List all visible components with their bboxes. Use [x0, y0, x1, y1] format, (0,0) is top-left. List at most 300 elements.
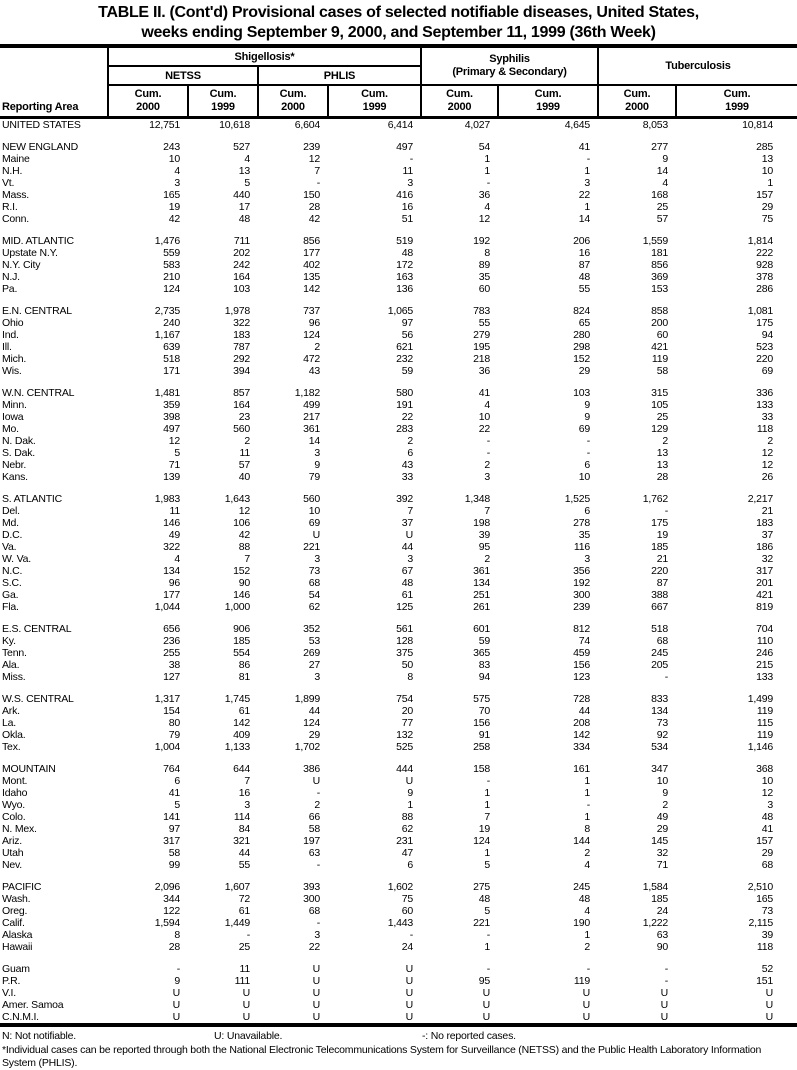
value-cell: 88	[401, 811, 414, 823]
value-cell: 68	[308, 905, 320, 917]
value-cell: 152	[573, 353, 591, 365]
value-cell: 1,222	[642, 917, 669, 929]
spacer-cell	[0, 871, 797, 881]
value-cell: 9	[584, 399, 591, 411]
value-cell: 368	[756, 763, 774, 775]
value-cell: 472	[303, 353, 320, 365]
value-cell: 152	[233, 565, 250, 577]
value-cell: 133	[756, 671, 774, 683]
value-cell: 62	[401, 823, 414, 835]
value-cell: 41	[478, 387, 491, 399]
value-cell: 704	[756, 623, 774, 635]
section-spacer	[0, 953, 797, 963]
value-cell: 164	[233, 399, 250, 411]
value-cell: 5	[484, 905, 491, 917]
reporting-area-cell: Ala.	[2, 659, 20, 671]
value-cell: 2	[314, 341, 320, 353]
value-cell: 1	[484, 847, 491, 859]
value-cell: 91	[478, 729, 491, 741]
table-row	[0, 305, 797, 317]
value-cell: 185	[651, 541, 669, 553]
value-cell: -	[409, 929, 414, 941]
reporting-area-cell: W.S. CENTRAL	[2, 693, 74, 705]
value-cell: 52	[761, 963, 774, 975]
value-cell: 103	[233, 283, 250, 295]
value-cell: 236	[163, 635, 180, 647]
value-cell: 1,745	[224, 693, 250, 705]
table-row	[0, 659, 797, 671]
value-cell: 12	[761, 787, 774, 799]
value-cell: -	[246, 929, 250, 941]
value-cell: 1	[484, 941, 491, 953]
value-cell: 56	[401, 329, 414, 341]
value-cell: 132	[396, 729, 414, 741]
value-cell: 667	[651, 601, 669, 613]
legend-not-notifiable: N: Not notifiable.	[2, 1030, 77, 1042]
value-cell: 202	[233, 247, 250, 259]
table-row	[0, 517, 797, 529]
table-row	[0, 635, 797, 647]
value-cell: 68	[308, 577, 320, 589]
value-cell: 5	[174, 447, 180, 459]
table-row	[0, 647, 797, 659]
value-cell: 279	[473, 329, 491, 341]
value-cell: 1,978	[224, 305, 250, 317]
value-cell: 2	[484, 459, 491, 471]
col-header-tb-1999: Cum. 1999	[676, 85, 797, 118]
spacer-cell	[0, 613, 797, 623]
value-cell: 75	[401, 893, 414, 905]
value-cell: 139	[163, 471, 180, 483]
value-cell: 386	[303, 763, 320, 775]
value-cell: 2	[584, 847, 591, 859]
value-cell: 361	[473, 565, 491, 577]
value-cell: 240	[163, 317, 180, 329]
value-cell: 6	[174, 775, 180, 787]
value-cell: 525	[396, 741, 414, 753]
value-cell: -	[316, 859, 320, 871]
value-cell: 10	[761, 165, 774, 177]
value-cell: 124	[473, 835, 491, 847]
value-cell: 3	[484, 471, 491, 483]
reporting-area-cell: D.C.	[2, 529, 23, 541]
value-cell: 497	[163, 423, 180, 435]
value-cell: 118	[756, 941, 774, 953]
value-cell: U	[482, 1011, 491, 1023]
value-cell: 1,000	[224, 601, 250, 613]
value-cell: 4	[584, 905, 591, 917]
value-cell: 175	[756, 317, 774, 329]
value-cell: 221	[473, 917, 491, 929]
value-cell: 283	[396, 423, 414, 435]
table-row	[0, 787, 797, 799]
table-body	[0, 118, 797, 1026]
value-cell: 19	[478, 823, 491, 835]
reporting-area-cell: Ga.	[2, 589, 19, 601]
value-cell: 2,735	[154, 305, 180, 317]
value-cell: 48	[578, 271, 591, 283]
table-row	[0, 189, 797, 201]
value-cell: 163	[396, 271, 414, 283]
reporting-area-cell: Minn.	[2, 399, 27, 411]
value-cell: 421	[651, 341, 669, 353]
reporting-area-cell: MOUNTAIN	[2, 763, 56, 775]
value-cell: 239	[573, 601, 591, 613]
value-cell: 1	[484, 787, 491, 799]
reporting-area-cell: NEW ENGLAND	[2, 141, 78, 153]
reporting-area-cell: Hawaii	[2, 941, 33, 953]
value-cell: U	[405, 1011, 414, 1023]
value-cell: 151	[756, 975, 774, 987]
value-cell: 28	[656, 471, 669, 483]
value-cell: 656	[163, 623, 180, 635]
value-cell: 14	[308, 435, 320, 447]
reporting-area-cell: Wis.	[2, 365, 22, 377]
value-cell: 142	[303, 283, 320, 295]
value-cell: 145	[651, 835, 669, 847]
col-header-phlis-1999: Cum. 1999	[328, 85, 421, 118]
value-cell: 95	[478, 975, 491, 987]
value-cell: 1,443	[387, 917, 414, 929]
value-cell: 928	[756, 259, 774, 271]
reporting-area-cell: Idaho	[2, 787, 28, 799]
value-cell: 50	[401, 659, 414, 671]
reporting-area-cell: Iowa	[2, 411, 24, 423]
value-cell: 150	[303, 189, 320, 201]
value-cell: 55	[238, 859, 250, 871]
table-row	[0, 917, 797, 929]
value-cell: 84	[238, 823, 250, 835]
table-row	[0, 775, 797, 787]
value-cell: 518	[163, 353, 180, 365]
value-cell: 322	[163, 541, 180, 553]
table-row	[0, 471, 797, 483]
value-cell: 97	[401, 317, 414, 329]
value-cell: 133	[756, 399, 774, 411]
value-cell: 11	[239, 963, 250, 975]
reporting-area-cell: P.R.	[2, 975, 21, 987]
reporting-area-cell: Conn.	[2, 213, 30, 225]
value-cell: 99	[168, 859, 180, 871]
table-row	[0, 823, 797, 835]
reporting-area-cell: Fla.	[2, 601, 19, 613]
reporting-area-cell: Va.	[2, 541, 17, 553]
value-cell: 79	[168, 729, 180, 741]
value-cell: 43	[308, 365, 320, 377]
value-cell: 201	[756, 577, 774, 589]
value-cell: 205	[651, 659, 669, 671]
value-cell: 3	[407, 553, 414, 565]
value-cell: 243	[163, 141, 180, 153]
value-cell: 1,602	[387, 881, 414, 893]
value-cell: 29	[761, 201, 774, 213]
reporting-area-cell: N.C.	[2, 565, 23, 577]
value-cell: U	[172, 987, 180, 999]
value-cell: 28	[308, 201, 320, 213]
value-cell: -	[486, 775, 491, 787]
value-cell: 6,604	[294, 119, 320, 131]
table-row	[0, 141, 797, 153]
value-cell: 1,348	[464, 493, 491, 505]
value-cell: 711	[233, 235, 250, 247]
value-cell: 67	[401, 565, 414, 577]
section-spacer	[0, 483, 797, 493]
value-cell: 165	[163, 189, 180, 201]
value-cell: 119	[573, 975, 591, 987]
value-cell: 10	[578, 471, 591, 483]
value-cell: 365	[473, 647, 491, 659]
value-cell: 60	[656, 329, 669, 341]
value-cell: 7	[314, 165, 320, 177]
value-cell: 48	[238, 213, 250, 225]
value-cell: 4,645	[564, 119, 591, 131]
table-row	[0, 763, 797, 775]
value-cell: 61	[401, 589, 414, 601]
value-cell: 123	[573, 671, 591, 683]
value-cell: 156	[573, 659, 591, 671]
reporting-area-cell: Utah	[2, 847, 24, 859]
value-cell: 164	[233, 271, 250, 283]
value-cell: 3	[407, 177, 414, 189]
value-cell: 8	[484, 247, 491, 259]
value-cell: 554	[233, 647, 250, 659]
value-cell: 9	[662, 153, 669, 165]
value-cell: 22	[308, 941, 320, 953]
table-row	[0, 283, 797, 295]
reporting-area-cell: Mich.	[2, 353, 27, 365]
value-cell: 8	[174, 929, 180, 941]
value-cell: 10	[761, 775, 774, 787]
value-cell: 186	[756, 541, 774, 553]
table-row	[0, 975, 797, 987]
value-cell: 89	[478, 259, 491, 271]
value-cell: 7	[484, 811, 491, 823]
value-cell: 1,594	[154, 917, 180, 929]
reporting-area-cell: W.N. CENTRAL	[2, 387, 75, 399]
value-cell: 157	[756, 835, 774, 847]
value-cell: 3	[314, 447, 320, 459]
value-cell: 191	[396, 399, 414, 411]
value-cell: 2	[407, 435, 414, 447]
value-cell: 48	[401, 247, 414, 259]
value-cell: 334	[573, 741, 591, 753]
value-cell: 7	[484, 505, 491, 517]
value-cell: 90	[238, 577, 250, 589]
value-cell: 1,081	[747, 305, 774, 317]
value-cell: 3	[244, 799, 250, 811]
reporting-area-cell: Amer. Samoa	[2, 999, 64, 1011]
table-row	[0, 565, 797, 577]
value-cell: 1	[484, 165, 491, 177]
table-row	[0, 235, 797, 247]
value-cell: 158	[473, 763, 491, 775]
value-cell: 601	[473, 623, 491, 635]
value-cell: 906	[233, 623, 250, 635]
table-row	[0, 153, 797, 165]
value-cell: 146	[233, 589, 250, 601]
value-cell: 416	[396, 189, 414, 201]
group-header-tuberculosis: Tuberculosis	[598, 46, 797, 85]
value-cell: 6	[407, 447, 414, 459]
table-row	[0, 671, 797, 683]
value-cell: 21	[761, 505, 774, 517]
value-cell: 134	[163, 565, 180, 577]
value-cell: 71	[656, 859, 669, 871]
value-cell: 523	[756, 341, 774, 353]
value-cell: 183	[756, 517, 774, 529]
value-cell: 63	[656, 929, 669, 941]
value-cell: 4	[584, 859, 591, 871]
value-cell: 421	[756, 589, 774, 601]
value-cell: 13	[761, 153, 774, 165]
table-row	[0, 729, 797, 741]
value-cell: 165	[756, 893, 774, 905]
value-cell: 41	[168, 787, 180, 799]
value-cell: U	[405, 775, 414, 787]
syphilis-label-line-1: Syphilis	[489, 53, 530, 65]
value-cell: 583	[163, 259, 180, 271]
value-cell: 497	[396, 141, 414, 153]
value-cell: 42	[238, 529, 250, 541]
value-cell: 2,510	[747, 881, 774, 893]
value-cell: 1,702	[294, 741, 320, 753]
table-row	[0, 411, 797, 423]
value-cell: 43	[401, 459, 414, 471]
page-title	[0, 0, 797, 43]
value-cell: 19	[168, 201, 180, 213]
title-line-2: weeks ending September 9, 2000, and September 11, 1999 (36th Week)	[141, 24, 656, 41]
value-cell: 812	[573, 623, 591, 635]
reporting-area-cell: Ohio	[2, 317, 24, 329]
value-cell: 1	[584, 201, 591, 213]
value-cell: 444	[396, 763, 414, 775]
value-cell: 361	[303, 423, 320, 435]
value-cell: 12	[238, 505, 250, 517]
value-cell: 42	[168, 213, 180, 225]
value-cell: 40	[238, 471, 250, 483]
table-row	[0, 881, 797, 893]
value-cell: U	[312, 999, 320, 1011]
value-cell: 96	[308, 317, 320, 329]
value-cell: 2	[244, 435, 250, 447]
section-spacer	[0, 377, 797, 387]
syphilis-label-line-2: (Primary & Secondary)	[452, 66, 567, 78]
value-cell: 3	[314, 671, 320, 683]
reporting-area-cell: Md.	[2, 517, 19, 529]
value-cell: 118	[756, 423, 774, 435]
value-cell: 356	[573, 565, 591, 577]
value-cell: 177	[163, 589, 180, 601]
value-cell: U	[312, 775, 320, 787]
notifiable-diseases-table	[0, 44, 797, 1027]
value-cell: 135	[303, 271, 320, 283]
value-cell: 2	[767, 435, 774, 447]
value-cell: 161	[573, 763, 591, 775]
value-cell: 44	[308, 705, 320, 717]
table-row	[0, 329, 797, 341]
value-cell: 49	[656, 811, 669, 823]
reporting-area-cell: N.Y. City	[2, 259, 41, 271]
value-cell: 61	[238, 905, 250, 917]
reporting-area-cell: R.I.	[2, 201, 18, 213]
value-cell: -	[486, 177, 491, 189]
value-cell: 127	[163, 671, 180, 683]
value-cell: U	[312, 529, 320, 541]
value-cell: 9	[174, 975, 180, 987]
value-cell: 518	[651, 623, 669, 635]
value-cell: 5	[484, 859, 491, 871]
value-cell: 261	[473, 601, 491, 613]
reporting-area-cell: S. Dak.	[2, 447, 36, 459]
value-cell: 48	[478, 893, 491, 905]
value-cell: 639	[163, 341, 180, 353]
value-cell: 32	[761, 553, 774, 565]
value-cell: 134	[651, 705, 669, 717]
value-cell: U	[242, 1011, 250, 1023]
reporting-area-cell: PACIFIC	[2, 881, 42, 893]
value-cell: 68	[656, 635, 669, 647]
value-cell: 11	[239, 447, 250, 459]
value-cell: 764	[163, 763, 180, 775]
reporting-area-cell: N.J.	[2, 271, 20, 283]
value-cell: 53	[308, 635, 320, 647]
value-cell: 1,607	[224, 881, 250, 893]
value-cell: 1,584	[642, 881, 669, 893]
group-header-syphilis	[421, 46, 598, 85]
value-cell: U	[172, 1011, 180, 1023]
reporting-area-cell: S.C.	[2, 577, 22, 589]
value-cell: -	[486, 447, 491, 459]
value-cell: 519	[396, 235, 414, 247]
value-cell: 73	[656, 717, 669, 729]
table-row	[0, 799, 797, 811]
value-cell: 83	[478, 659, 491, 671]
section-spacer	[0, 871, 797, 881]
value-cell: 10,618	[219, 119, 250, 131]
section-spacer	[0, 753, 797, 763]
col-header-netss-2000: Cum. 2000	[108, 85, 188, 118]
reporting-area-cell: Ariz.	[2, 835, 23, 847]
value-cell: 560	[233, 423, 250, 435]
value-cell: 1,481	[154, 387, 180, 399]
table-row	[0, 213, 797, 225]
value-cell: 4	[484, 399, 491, 411]
value-cell: U	[405, 963, 414, 975]
value-cell: 300	[573, 589, 591, 601]
reporting-area-cell: Colo.	[2, 811, 26, 823]
value-cell: 14	[578, 213, 591, 225]
value-cell: 3	[314, 553, 320, 565]
value-cell: 322	[233, 317, 250, 329]
reporting-area-cell: Pa.	[2, 283, 18, 295]
value-cell: 103	[573, 387, 591, 399]
value-cell: 22	[478, 423, 491, 435]
value-cell: 220	[756, 353, 774, 365]
value-cell: 156	[473, 717, 491, 729]
value-cell: 3	[314, 929, 320, 941]
value-cell: 1	[584, 811, 591, 823]
value-cell: 1,762	[642, 493, 669, 505]
value-cell: -	[486, 435, 491, 447]
value-cell: 70	[478, 705, 491, 717]
value-cell: 833	[651, 693, 669, 705]
value-cell: 24	[656, 905, 669, 917]
value-cell: 218	[473, 353, 491, 365]
value-cell: 29	[761, 847, 774, 859]
value-cell: -	[586, 435, 591, 447]
value-cell: -	[176, 963, 180, 975]
value-cell: 275	[473, 881, 491, 893]
